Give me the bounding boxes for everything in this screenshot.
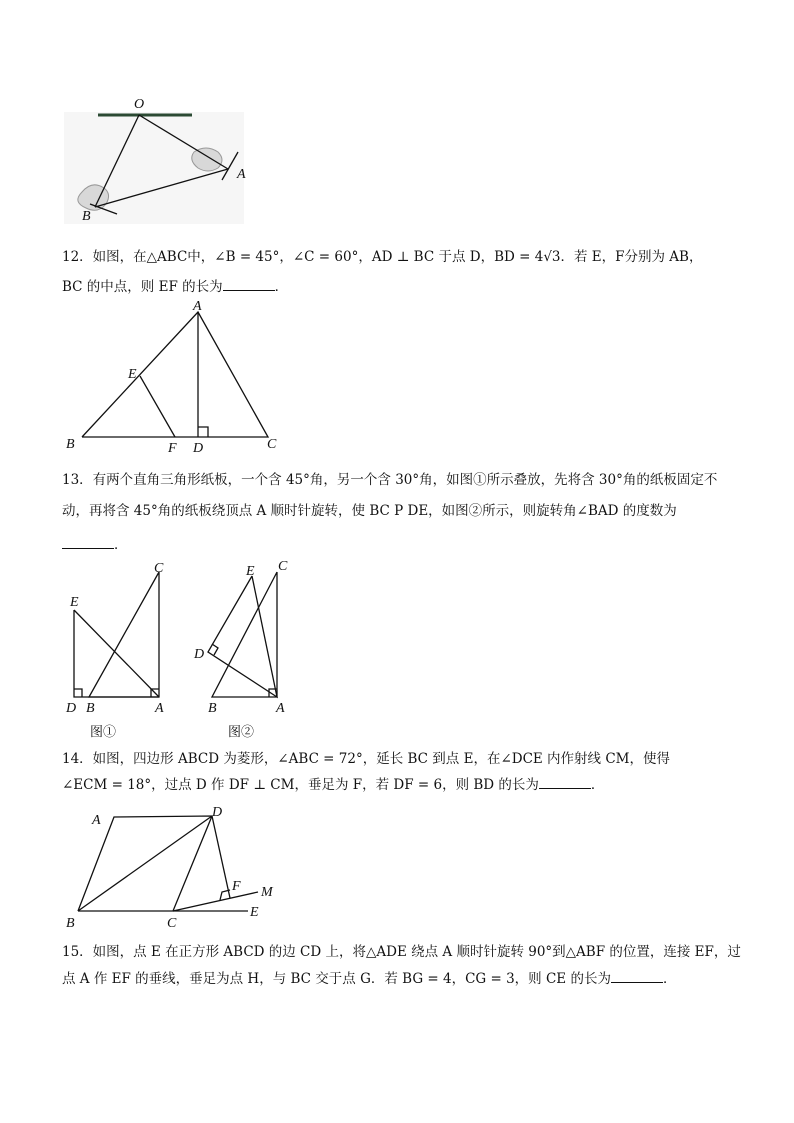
figure-14	[62, 800, 292, 930]
label-B: B	[208, 701, 217, 716]
question-12-line2-text: BC 的中点，则 EF 的长为	[62, 279, 223, 295]
label-A: A	[92, 813, 101, 828]
question-15-line2-text: 点 A 作 EF 的垂线，垂足为点 H，与 BC 交于点 G．若 BG = 4，CG = 3，则 CE 的长为	[62, 971, 611, 987]
question-13-line2: 动，再将含 45°角的纸板绕顶点 A 顺时针旋转，使 BC P DE，如图②所示，则旋转角∠BAD 的度数为	[62, 503, 677, 519]
label-D: D	[66, 701, 77, 716]
label-A: A	[155, 701, 164, 716]
question-12-line1: 12．如图，在△ABC中，∠B = 45°，∠C = 60°，AD ⊥ BC 于点 D，BD = 4√3．若 E，F分别为 AB，	[62, 249, 703, 265]
question-14-end: ．	[590, 777, 605, 793]
label-C: C	[278, 559, 288, 574]
figure-13-2	[190, 556, 310, 740]
right-angle-mark-D	[198, 427, 208, 437]
label-D: D	[212, 805, 223, 820]
question-15-line2	[62, 964, 742, 994]
label-B: B	[82, 209, 91, 224]
caption-figure-2: 图②	[228, 724, 255, 739]
label-C: C	[267, 437, 277, 452]
label-F: F	[168, 441, 177, 456]
label-O: O	[134, 97, 145, 112]
triangle-ABC	[82, 312, 268, 437]
label-M: M	[261, 885, 273, 900]
caption-figure-1: 图①	[90, 724, 117, 739]
figure-11	[62, 92, 262, 227]
answer-blank-13	[62, 534, 114, 549]
question-15-end: ．	[662, 971, 677, 987]
label-D: D	[194, 647, 205, 662]
figure-12	[62, 300, 302, 460]
right-angle-mark-D	[212, 644, 218, 655]
question-12-end: ．	[274, 279, 289, 295]
segment-DF	[212, 816, 230, 898]
triangle-30	[89, 572, 159, 697]
answer-blank-14	[539, 774, 591, 789]
label-B: B	[86, 701, 95, 716]
triangle-45-rotated	[208, 576, 277, 697]
triangle-45-hypotenuse	[74, 610, 159, 697]
question-15-line1: 15．如图，点 E 在正方形 ABCD 的边 CD 上，将△ADE 绕点 A 顺时针旋转 90°到△ABF 的位置，连接 EF，过	[62, 944, 741, 960]
question-13-end: ．	[114, 537, 128, 553]
triangle-30	[212, 572, 277, 697]
label-A: A	[276, 701, 285, 716]
question-13-line3	[62, 530, 742, 560]
label-C: C	[154, 561, 164, 576]
label-A: A	[237, 167, 246, 182]
question-12-line2	[62, 272, 742, 302]
right-angle-mark-D	[74, 689, 82, 697]
question-13-line1: 13．有两个直角三角形纸板，一个含 45°角，另一个含 30°角，如图①所示叠放，先将含 30°角的纸板固定不	[62, 472, 718, 488]
question-14-line1: 14．如图，四边形 ABCD 为菱形，∠ABC = 72°，延长 BC 到点 E，在∠DCE 内作射线 CM，使得	[62, 751, 671, 767]
label-F: F	[232, 879, 241, 894]
segment-EF	[140, 376, 175, 437]
question-14-line2-text: ∠ECM = 18°，过点 D 作 DF ⊥ CM，垂足为 F，若 DF = 6，则 BD 的长为	[62, 777, 539, 793]
label-E: E	[70, 595, 79, 610]
answer-blank-15	[611, 968, 663, 983]
figure-13-1	[62, 560, 182, 740]
label-D: D	[193, 441, 204, 456]
question-14-line2	[62, 770, 742, 800]
label-E: E	[128, 367, 137, 382]
label-E: E	[246, 564, 255, 579]
label-B: B	[66, 437, 75, 452]
ray-CM	[173, 892, 258, 911]
label-E: E	[250, 905, 259, 920]
label-B: B	[66, 916, 75, 930]
label-A: A	[193, 300, 202, 314]
answer-blank-12	[223, 276, 275, 291]
label-C: C	[167, 916, 177, 930]
